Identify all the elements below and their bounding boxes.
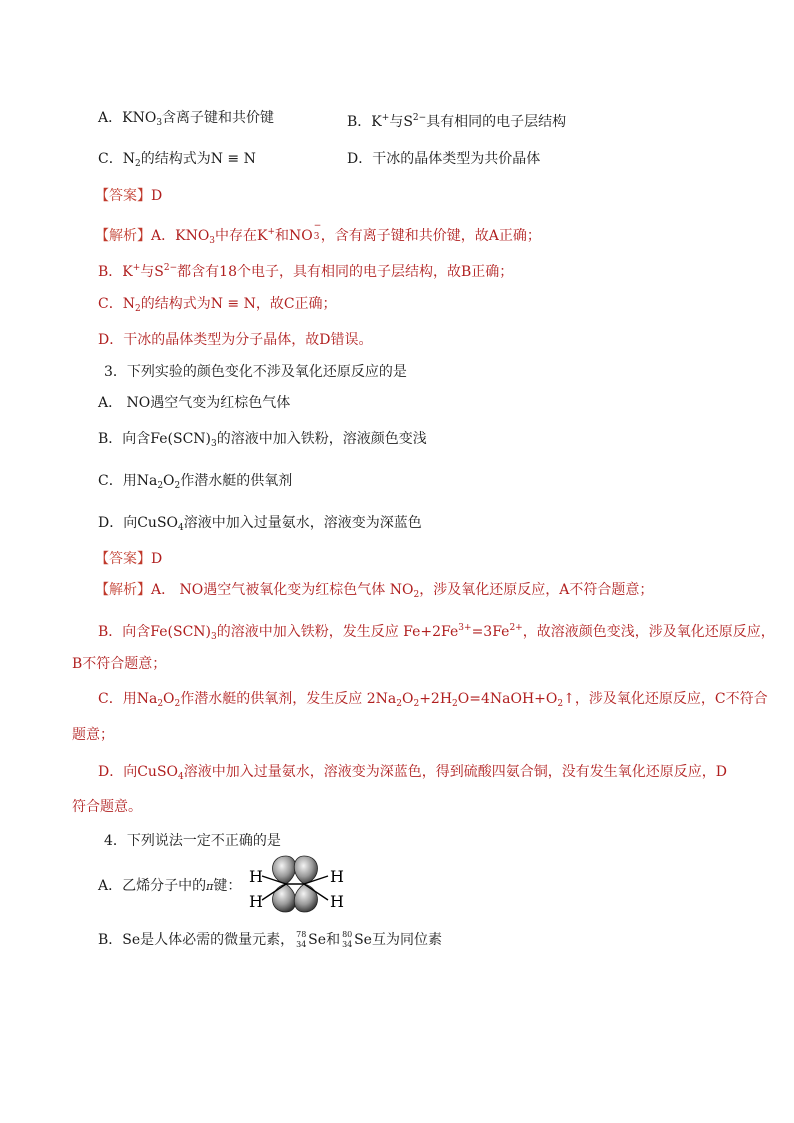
isotope-se80-symbol: Se	[354, 932, 372, 948]
q2-option-c-formula: N ≡ N	[210, 151, 256, 167]
q2-analysis-a-sub: 3	[209, 236, 216, 246]
isotope-se78-z: 34	[296, 940, 307, 949]
q3-analysis-c-sub2: 2	[174, 699, 181, 709]
isotope-se80-z: 34	[342, 940, 353, 949]
q2-analysis-b-pre: B．K	[98, 264, 133, 280]
q3-analysis-tag: 【解析】	[95, 582, 151, 598]
q3-analysis-b-pre: B．向含Fe(SCN)	[98, 624, 211, 640]
q4-option-a-pre: A．乙烯分子中的	[98, 878, 207, 894]
q2-option-a	[98, 108, 274, 133]
q2-analysis-b-sup: +	[132, 263, 141, 273]
orbital-lobe-right-bottom	[294, 884, 317, 912]
q2-option-a-formula: KNO	[122, 110, 157, 126]
q3-option-d-pre: D．向CuSO	[98, 515, 179, 531]
q2-option-d-text: 干冰的晶体类型为共价晶体	[372, 151, 541, 167]
q2-option-c	[98, 149, 256, 174]
q2-analysis-b-mid: 与S	[140, 264, 164, 280]
q3-option-b-pre: B．向含Fe(SCN)	[98, 431, 211, 447]
q3-analysis-a-pre: A． NO遇空气被氧化变为红棕色气体 NO	[151, 582, 414, 598]
q2-option-b-k-sup: +	[381, 113, 390, 123]
q3-analysis-d-pre: D．向CuSO	[98, 764, 179, 780]
q3-option-c-end: 作潜水艇的供氧剂	[180, 473, 293, 489]
q2-option-b-s: S	[403, 114, 413, 130]
q2-answer	[95, 186, 162, 206]
q3-analysis-b-mid: 的溶液中加入铁粉，发生反应 Fe+2Fe	[216, 624, 459, 640]
q3-option-c-sub1: 2	[157, 481, 164, 491]
q3-analysis-a-sub: 2	[413, 590, 420, 600]
q2-option-b	[347, 108, 566, 132]
pi-bond-diagram	[246, 852, 346, 916]
q2-analysis-d-text: D．干冰的晶体类型为分子晶体，故D错误。	[98, 332, 373, 348]
q3-analysis-b-cont	[72, 654, 166, 674]
q3-analysis-d-cont	[72, 797, 142, 817]
q2-option-a-letter: A．	[98, 110, 123, 126]
q3-analysis-b-sup2: 2+	[509, 623, 523, 633]
q2-analysis-c	[98, 294, 337, 319]
q3-analysis-d-cont-text: 符合题意。	[72, 799, 142, 815]
q3-option-c-pre: C．用Na	[98, 473, 158, 489]
q4-option-b-pre: B．Se是人体必需的微量元素，	[98, 932, 295, 948]
q3-analysis-c-r-o: O	[401, 691, 414, 707]
q3-analysis-c-end: ↑，涉及氧化还原反应，C不符合	[563, 691, 768, 707]
q3-option-c	[98, 471, 292, 496]
q2-analysis-a-end: ，含有离子键和共价键，故A正确；	[320, 228, 541, 244]
q2-analysis-tag: 【解析】	[95, 228, 151, 244]
orbital-lobe-left-top	[273, 856, 296, 884]
isotope-se78-symbol: Se	[308, 932, 327, 948]
q3-analysis-b-sup1: 3+	[458, 623, 472, 633]
q2-option-d	[347, 149, 540, 169]
q3-option-c-sub2: 2	[174, 481, 181, 491]
q3-option-b-end: 的溶液中加入铁粉，溶液颜色变浅	[216, 431, 427, 447]
q3-stem	[104, 362, 407, 382]
q2-analysis-c-pre: C．N	[98, 296, 135, 312]
q2-analysis-b	[98, 258, 513, 282]
q3-option-d-end: 溶液中加入过量氨水，溶液变为深蓝色	[183, 515, 422, 531]
q3-analysis-c-r-plus: +2H	[419, 691, 453, 707]
q2-analysis-d	[98, 330, 372, 350]
q3-analysis-c-r-sub4: 2	[557, 699, 564, 709]
q2-option-c-text: 的结构式为	[140, 151, 211, 167]
q4-option-a	[98, 876, 241, 897]
q3-analysis-b-cont-text: B不符合题意；	[72, 656, 167, 672]
q3-option-d-sub: 4	[178, 523, 184, 533]
q2-analysis-a-sup: +	[267, 227, 276, 237]
q4-option-a-end: 键：	[213, 878, 242, 894]
q3-analysis-b	[98, 618, 775, 647]
q2-option-d-letter: D．	[347, 151, 373, 167]
q2-analysis-a-no3-charge	[313, 222, 321, 242]
q2-analysis-a-and: 和NO	[275, 228, 313, 244]
q4-stem	[104, 831, 281, 851]
q3-analysis-a	[95, 580, 653, 605]
q2-analysis-b-s-sup: 2−	[163, 263, 178, 273]
q2-option-b-text: 具有相同的电子层结构	[426, 114, 567, 130]
q3-option-b	[98, 429, 427, 454]
q3-option-a	[98, 393, 290, 413]
q3-analysis-c-r-sub1: 2	[396, 699, 402, 709]
q4-stem-text: 4．下列说法一定不正确的是	[104, 833, 281, 849]
q4-option-b-and: 和	[326, 932, 341, 948]
q3-answer	[95, 549, 162, 569]
q3-option-a-text: A． NO遇空气变为红棕色气体	[98, 395, 291, 411]
q3-analysis-c-cont	[72, 725, 114, 745]
q3-analysis-b-eq: =3Fe	[471, 624, 510, 640]
q3-analysis-c	[98, 689, 768, 714]
q3-analysis-d-sub: 4	[178, 772, 184, 782]
q2-answer-tag: 【答案】	[95, 188, 151, 204]
q2-option-b-s-sup: 2−	[412, 113, 427, 123]
q2-analysis-a	[95, 222, 541, 251]
q2-analysis-b-end: 都含有18个电子，具有相同的电子层结构，故B正确；	[177, 264, 514, 280]
q3-analysis-c-r-sub2: 2	[413, 699, 420, 709]
q3-analysis-c-r-end: O=4NaOH+O	[457, 691, 558, 707]
q2-option-a-formula-sub: 3	[156, 118, 163, 128]
q2-option-b-mid: 与	[389, 114, 404, 130]
q3-analysis-c-sub1: 2	[157, 699, 164, 709]
q2-option-b-letter: B．	[347, 114, 372, 130]
orbital-lobe-right-top	[294, 856, 317, 884]
q2-analysis-a-mid: 中存在K	[215, 228, 268, 244]
q2-option-c-n: N	[122, 151, 135, 167]
h-label-upper-left: H	[249, 867, 263, 886]
q2-option-c-n-sub: 2	[134, 159, 141, 169]
q3-analysis-c-pre: C．用Na	[98, 691, 158, 707]
q2-analysis-a-no3-sup: −	[313, 221, 322, 231]
q2-analysis-c-end: 的结构式为N ≡ N，故C正确；	[140, 296, 337, 312]
q3-option-c-o: O	[163, 473, 175, 489]
q2-analysis-c-sub: 2	[134, 304, 141, 314]
q4-option-a-pi: π	[206, 880, 214, 893]
q4-option-b	[98, 930, 442, 950]
h-label-lower-right: H	[330, 892, 344, 911]
q3-analysis-b-end: ，故溶液颜色变浅，涉及氧化还原反应，	[522, 624, 775, 640]
q2-analysis-a-no3-sub: 3	[313, 232, 320, 242]
q3-stem-text: 3．下列实验的颜色变化不涉及氧化还原反应的是	[104, 364, 407, 380]
q3-answer-value: D	[151, 551, 163, 567]
h-label-upper-right: H	[330, 867, 344, 886]
isotope-se80-mass: 80	[342, 930, 353, 939]
q3-option-d	[98, 513, 422, 538]
q2-option-c-letter: C．	[98, 151, 123, 167]
h-label-lower-left: H	[249, 892, 263, 911]
q3-analysis-a-end: ，涉及氧化还原反应，A不符合题意；	[419, 582, 654, 598]
q2-analysis-a-pre: A．KNO	[151, 228, 210, 244]
q3-analysis-c-mid: 作潜水艇的供氧剂，发生反应 2Na	[180, 691, 397, 707]
q3-analysis-d-end: 溶液中加入过量氨水，溶液变为深蓝色，得到硫酸四氨合铜，没有发生氧化还原反应，D	[183, 764, 727, 780]
isotope-se78	[294, 930, 308, 950]
q3-analysis-c-r-sub3: 2	[452, 699, 458, 709]
q3-answer-tag: 【答案】	[95, 551, 151, 567]
isotope-se78-mass: 78	[296, 930, 307, 939]
q2-answer-value: D	[151, 188, 163, 204]
q2-option-a-text: 含离子键和共价键	[162, 110, 275, 126]
isotope-se80	[340, 930, 354, 950]
q4-option-b-end: 互为同位素	[371, 932, 442, 948]
q2-option-b-k: K	[371, 114, 382, 130]
q3-analysis-c-o: O	[163, 691, 175, 707]
q3-analysis-c-cont-text: 题意；	[72, 727, 114, 743]
q3-analysis-b-sub: 3	[211, 632, 217, 642]
q3-analysis-d	[98, 762, 727, 787]
orbital-lobe-left-bottom	[273, 884, 296, 912]
q3-option-b-sub: 3	[211, 439, 217, 449]
